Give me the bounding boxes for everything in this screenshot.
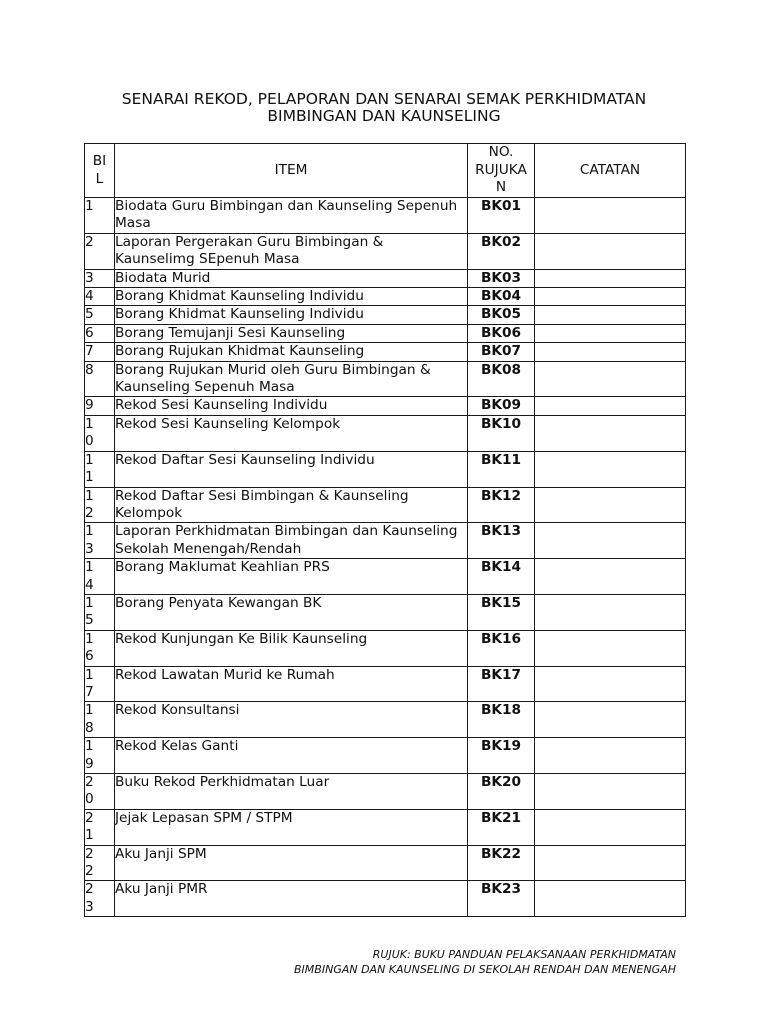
table-row <box>85 738 686 774</box>
records-checklist-table <box>84 143 686 917</box>
catatan-cell <box>535 324 686 342</box>
table-row <box>85 809 686 845</box>
catatan-cell <box>535 666 686 702</box>
table-row <box>85 361 686 397</box>
row-number: 8 <box>85 361 94 378</box>
reference-code: BK21 <box>468 809 535 845</box>
row-number: 4 <box>85 288 94 305</box>
catatan-cell <box>535 361 686 397</box>
row-number: 2 <box>85 233 94 250</box>
item-name: Biodata Guru Bimbingan dan Kaunseling Sepenuh Masa <box>115 198 468 234</box>
row-number-cell <box>85 343 115 361</box>
title-line-1: SENARAI REKOD, PELAPORAN DAN SENARAI SEMAK PERKHIDMATAN <box>121 90 647 108</box>
column-header-no-rujukan <box>468 144 535 198</box>
catatan-cell <box>535 288 686 306</box>
row-number-cell <box>85 738 115 774</box>
catatan-cell <box>535 306 686 324</box>
row-number-cell <box>85 233 115 269</box>
table-row <box>85 288 686 306</box>
column-header-catatan: CATATAN <box>535 144 686 198</box>
catatan-cell <box>535 594 686 630</box>
row-number: 7 <box>85 343 94 360</box>
reference-code: BK08 <box>468 361 535 397</box>
item-name: Rekod Kelas Ganti <box>115 738 468 774</box>
row-number-cell <box>85 702 115 738</box>
reference-code: BK15 <box>468 594 535 630</box>
item-name: Rekod Konsultansi <box>115 702 468 738</box>
row-number: 5 <box>85 306 94 323</box>
item-name: Rekod Sesi Kaunseling Kelompok <box>115 415 468 451</box>
reference-code: BK14 <box>468 559 535 595</box>
row-number-cell <box>85 487 115 523</box>
item-name: Jejak Lepasan SPM / STPM <box>115 809 468 845</box>
row-number: 13 <box>85 523 94 557</box>
table-row <box>85 774 686 810</box>
item-name: Laporan Pergerakan Guru Bimbingan & Kaunselimg SEpenuh Masa <box>115 233 468 269</box>
row-number: 3 <box>85 269 94 286</box>
catatan-cell <box>535 630 686 666</box>
row-number-cell <box>85 397 115 415</box>
table-row <box>85 881 686 917</box>
row-number-cell <box>85 774 115 810</box>
no-rujukan-label-line-2: RUJUKAN <box>475 161 527 196</box>
catatan-cell <box>535 881 686 917</box>
row-number: 21 <box>85 809 94 844</box>
title-line-2: BIMBINGAN DAN KAUNSELING <box>267 107 501 125</box>
row-number: 17 <box>85 666 94 700</box>
row-number: 10 <box>85 415 94 450</box>
item-name: Rekod Kunjungan Ke Bilik Kaunseling <box>115 630 468 666</box>
row-number-cell <box>85 881 115 917</box>
table-row <box>85 343 686 361</box>
reference-code: BK12 <box>468 487 535 523</box>
item-name: Borang Maklumat Keahlian PRS <box>115 559 468 595</box>
catatan-cell <box>535 809 686 845</box>
reference-code: BK23 <box>468 881 535 917</box>
table-row <box>85 233 686 269</box>
catatan-cell <box>535 487 686 523</box>
row-number: 1 <box>85 198 94 214</box>
item-name: Borang Khidmat Kaunseling Individu <box>115 306 468 324</box>
item-name: Biodata Murid <box>115 269 468 287</box>
row-number: 9 <box>85 397 94 414</box>
row-number: 22 <box>85 845 94 880</box>
catatan-cell <box>535 233 686 269</box>
catatan-cell <box>535 774 686 810</box>
reference-code: BK03 <box>468 269 535 287</box>
item-name: Aku Janji PMR <box>115 881 468 917</box>
row-number-cell <box>85 288 115 306</box>
table-row <box>85 559 686 595</box>
table-row <box>85 594 686 630</box>
row-number-cell <box>85 523 115 559</box>
row-number-cell <box>85 269 115 287</box>
row-number-cell <box>85 594 115 630</box>
row-number-cell <box>85 630 115 666</box>
reference-code: BK04 <box>468 288 535 306</box>
reference-code: BK17 <box>468 666 535 702</box>
reference-code: BK01 <box>468 198 535 234</box>
bil-header-label: BIL <box>92 153 107 187</box>
row-number-cell <box>85 306 115 324</box>
item-name: Buku Rekod Perkhidmatan Luar <box>115 774 468 810</box>
row-number: 23 <box>85 881 94 915</box>
reference-code: BK02 <box>468 233 535 269</box>
table-row <box>85 198 686 234</box>
row-number-cell <box>85 845 115 881</box>
reference-code: BK20 <box>468 774 535 810</box>
item-name: Laporan Perkhidmatan Bimbingan dan Kaunseling Sekolah Menengah/Rendah <box>115 523 468 559</box>
catatan-cell <box>535 738 686 774</box>
reference-code: BK05 <box>468 306 535 324</box>
reference-code: BK16 <box>468 630 535 666</box>
row-number: 18 <box>85 702 94 736</box>
reference-code: BK19 <box>468 738 535 774</box>
row-number: 11 <box>85 451 94 486</box>
row-number: 19 <box>85 738 94 772</box>
reference-footnote <box>294 947 676 977</box>
catatan-cell <box>535 559 686 595</box>
item-name: Rekod Daftar Sesi Kaunseling Individu <box>115 451 468 487</box>
catatan-cell <box>535 415 686 451</box>
row-number: 20 <box>85 774 94 808</box>
row-number: 6 <box>85 324 94 341</box>
reference-code: BK18 <box>468 702 535 738</box>
item-name: Borang Rujukan Murid oleh Guru Bimbingan & Kaunseling Sepenuh Masa <box>115 361 468 397</box>
item-name: Rekod Lawatan Murid ke Rumah <box>115 666 468 702</box>
no-rujukan-label-line-1: NO. <box>488 144 514 161</box>
row-number: 16 <box>85 630 94 665</box>
table-row <box>85 845 686 881</box>
table-row <box>85 666 686 702</box>
row-number-cell <box>85 559 115 595</box>
table-row <box>85 630 686 666</box>
row-number-cell <box>85 361 115 397</box>
item-name: Borang Khidmat Kaunseling Individu <box>115 288 468 306</box>
footnote-line-2: BIMBINGAN DAN KAUNSELING DI SEKOLAH RENDAH DAN MENENGAH <box>294 963 676 976</box>
reference-code: BK10 <box>468 415 535 451</box>
catatan-cell <box>535 397 686 415</box>
reference-code: BK13 <box>468 523 535 559</box>
reference-code: BK11 <box>468 451 535 487</box>
catatan-cell <box>535 269 686 287</box>
table-row <box>85 306 686 324</box>
reference-code: BK09 <box>468 397 535 415</box>
table-body <box>85 198 686 917</box>
catatan-cell <box>535 451 686 487</box>
catatan-cell <box>535 845 686 881</box>
item-name: Rekod Daftar Sesi Bimbingan & Kaunseling Kelompok <box>115 487 468 523</box>
row-number-cell <box>85 324 115 342</box>
table-row <box>85 397 686 415</box>
table-row <box>85 415 686 451</box>
reference-code: BK22 <box>468 845 535 881</box>
table-row <box>85 487 686 523</box>
footnote-line-1: RUJUK: BUKU PANDUAN PELAKSANAAN PERKHIDMATAN <box>372 948 676 961</box>
item-name: Borang Rujukan Khidmat Kaunseling <box>115 343 468 361</box>
table-row <box>85 269 686 287</box>
table-row <box>85 702 686 738</box>
row-number-cell <box>85 809 115 845</box>
row-number-cell <box>85 198 115 234</box>
item-name: Rekod Sesi Kaunseling Individu <box>115 397 468 415</box>
reference-code: BK07 <box>468 343 535 361</box>
row-number-cell <box>85 666 115 702</box>
item-name: Borang Temujanji Sesi Kaunseling <box>115 324 468 342</box>
row-number: 14 <box>85 559 94 593</box>
row-number-cell <box>85 415 115 451</box>
row-number: 15 <box>85 594 94 629</box>
table-row <box>85 324 686 342</box>
table-header-row <box>85 144 686 198</box>
table-row <box>85 451 686 487</box>
catatan-cell <box>535 198 686 234</box>
catatan-cell <box>535 702 686 738</box>
column-header-item: ITEM <box>115 144 468 198</box>
column-header-bil <box>85 144 115 198</box>
reference-code: BK06 <box>468 324 535 342</box>
table-row <box>85 523 686 559</box>
catatan-cell <box>535 523 686 559</box>
item-name: Aku Janji SPM <box>115 845 468 881</box>
item-name: Borang Penyata Kewangan BK <box>115 594 468 630</box>
row-number: 12 <box>85 487 94 521</box>
document-title <box>0 91 768 125</box>
catatan-cell <box>535 343 686 361</box>
row-number-cell <box>85 451 115 487</box>
